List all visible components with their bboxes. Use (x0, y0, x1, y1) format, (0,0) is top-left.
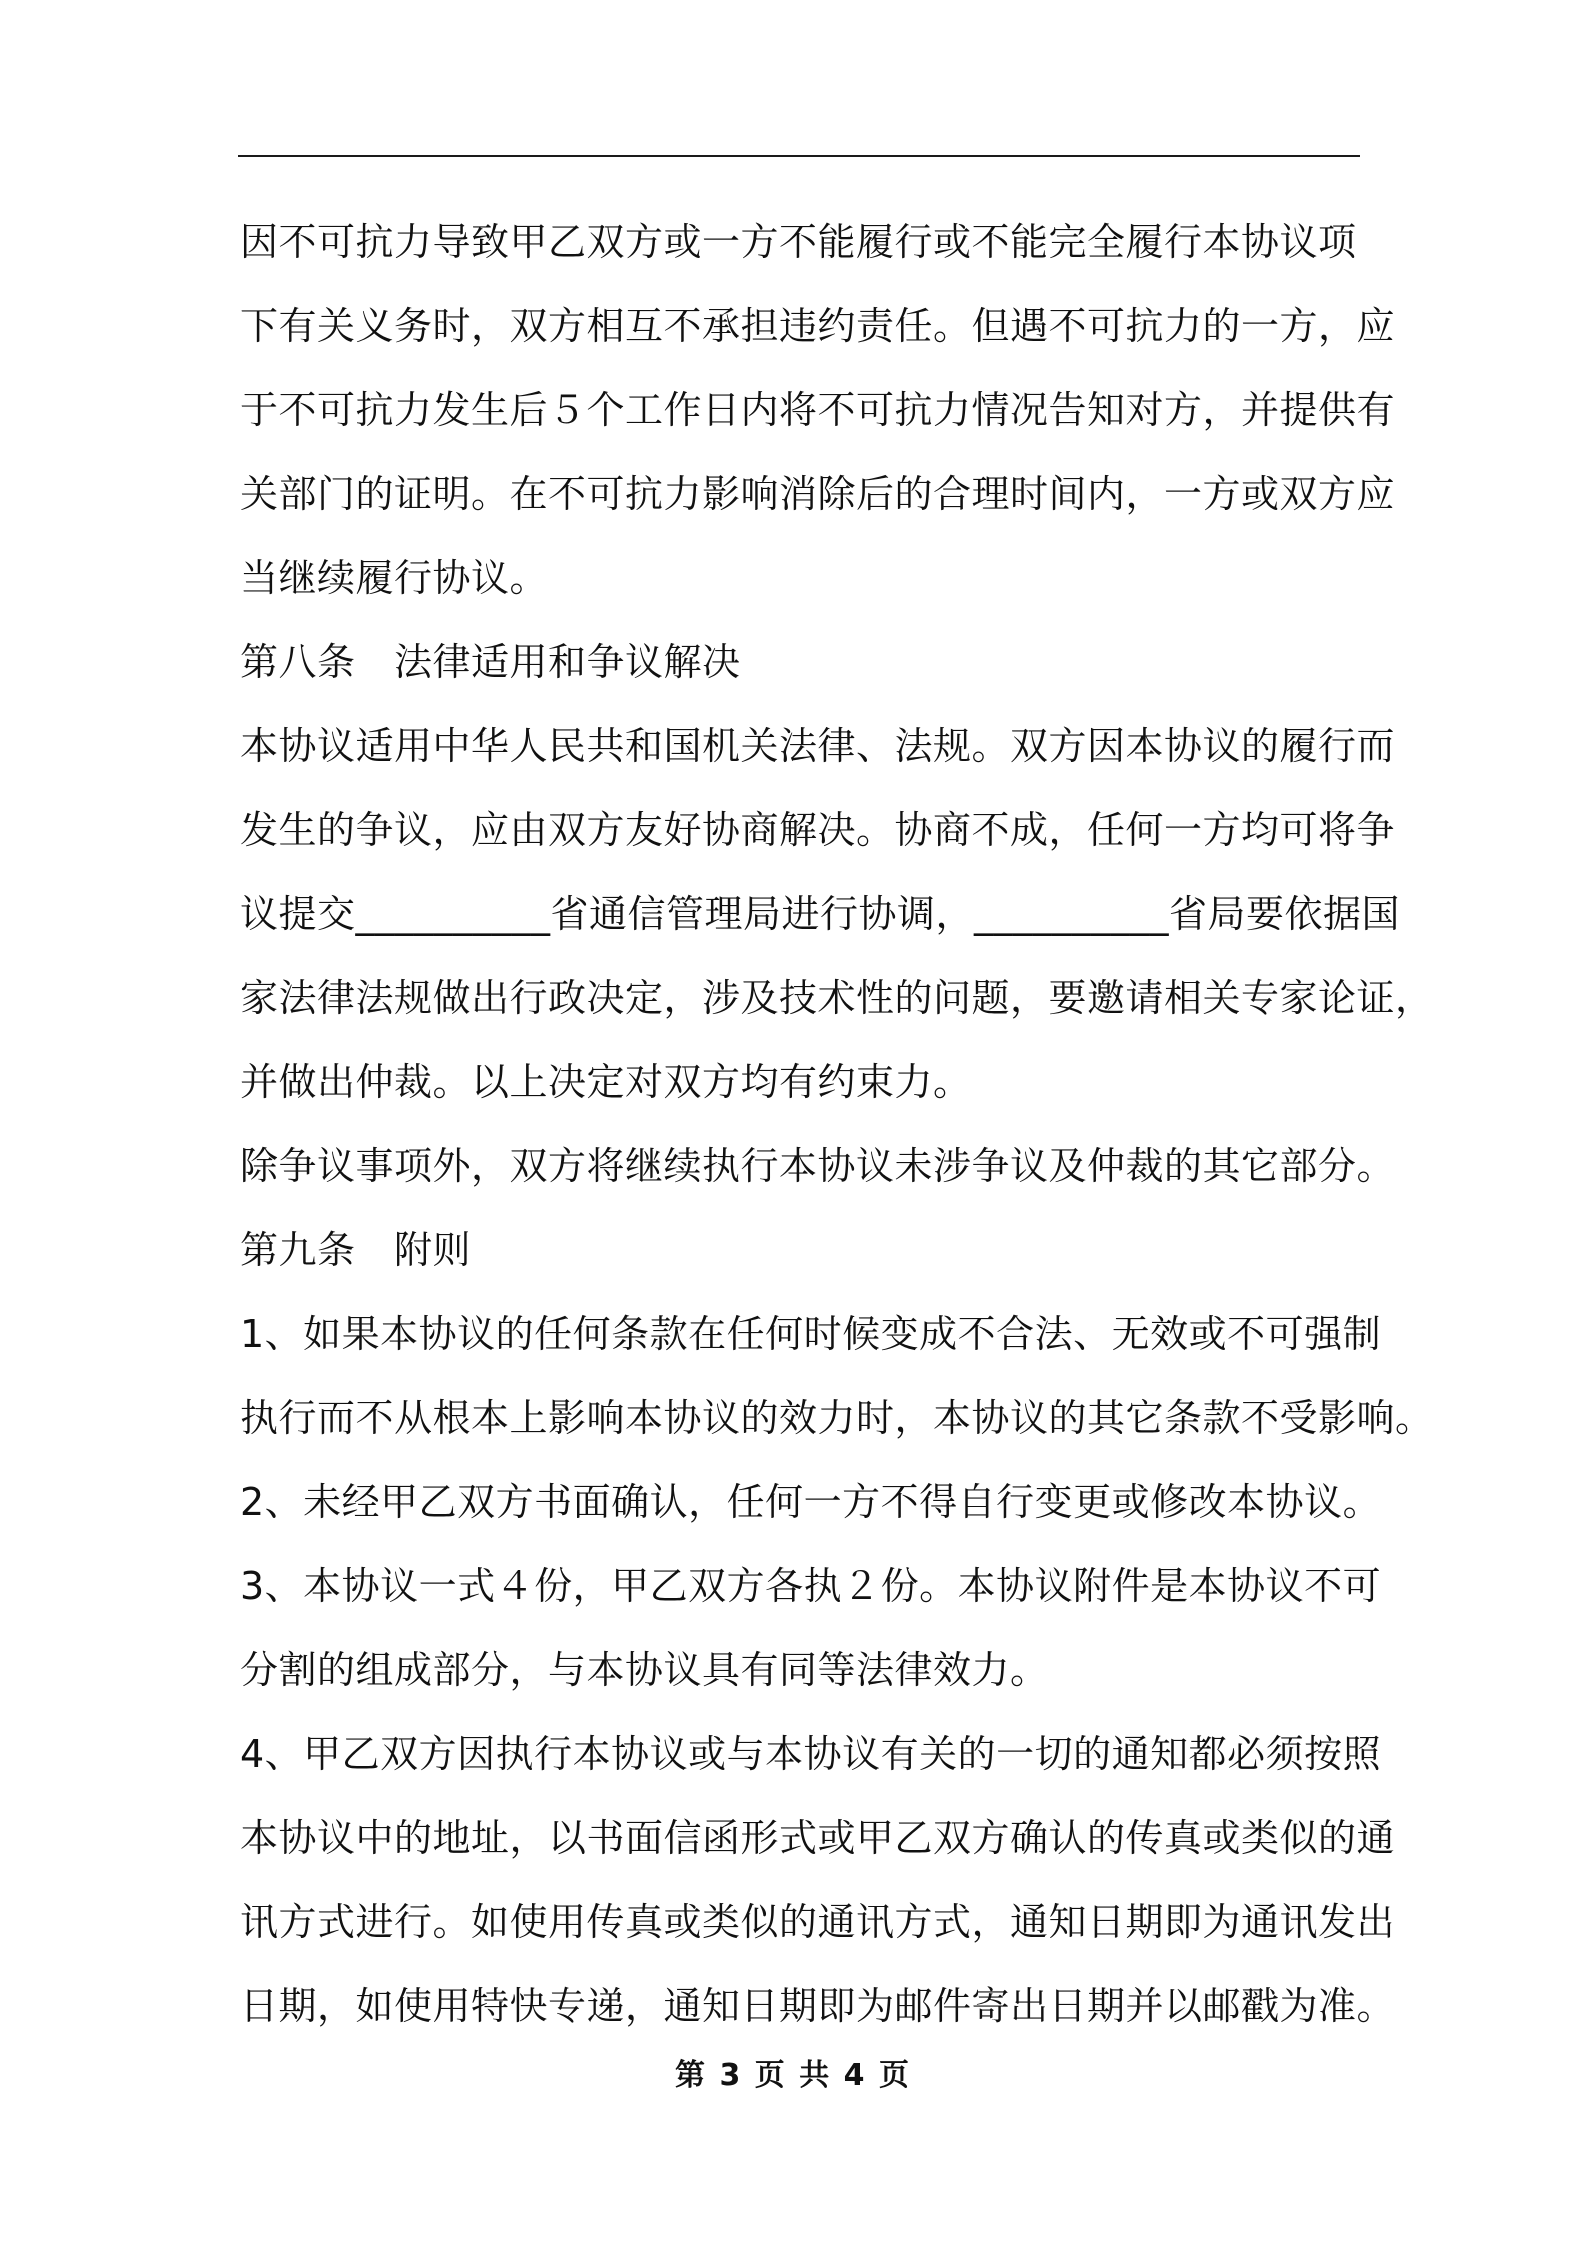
text-line: 本协议中的地址，以书面信函形式或甲乙双方确认的传真或类似的通 (240, 1816, 1396, 1860)
text-line: 下有关义务时，双方相互不承担违约责任。但遇不可抗力的一方，应 (240, 304, 1396, 348)
text-line: 本协议适用中华人民共和国机关法律、法规。双方因本协议的履行而 (240, 724, 1396, 768)
text-line: 日期，如使用特快专递，通知日期即为邮件寄出日期并以邮戳为准。 (240, 1984, 1396, 2028)
header-rule (238, 155, 1360, 157)
text-line: 2、未经甲乙双方书面确认，任何一方不得自行变更或修改本协议。 (240, 1480, 1382, 1524)
text-line: 并做出仲裁。以上决定对双方均有约束力。 (240, 1060, 972, 1104)
text-line: 除争议事项外，双方将继续执行本协议未涉争议及仲裁的其它部分。 (240, 1144, 1396, 1188)
body-text (240, 200, 1434, 2048)
text-line: 发生的争议，应由双方友好协商解决。协商不成，任何一方均可将争 (240, 808, 1396, 852)
section-heading-article-9: 第九条 附则 (240, 1228, 472, 1272)
text-line: 议提交__________省通信管理局进行协调，__________省局要依据国 (240, 892, 1401, 936)
text-line: 执行而不从根本上影响本协议的效力时，本协议的其它条款不受影响。 (240, 1396, 1434, 1440)
text-line: 因不可抗力导致甲乙双方或一方不能履行或不能完全履行本协议项 (240, 220, 1357, 264)
page-number-footer: 第 3 页 共 4 页 (675, 2058, 911, 2093)
text-line: 关部门的证明。在不可抗力影响消除后的合理时间内，一方或双方应 (240, 472, 1396, 516)
text-line: 分割的组成部分，与本协议具有同等法律效力。 (240, 1648, 1049, 1692)
text-line: 于不可抗力发生后５个工作日内将不可抗力情况告知对方，并提供有 (240, 388, 1396, 432)
text-line: 家法律法规做出行政决定，涉及技术性的问题，要邀请相关专家论证， (240, 976, 1434, 1020)
section-heading-article-8: 第八条 法律适用和争议解决 (240, 640, 741, 684)
text-line: 3、本协议一式４份，甲乙双方各执２份。本协议附件是本协议不可 (240, 1564, 1382, 1608)
text-line: 1、如果本协议的任何条款在任何时候变成不合法、无效或不可强制 (240, 1312, 1382, 1356)
text-line: 当继续履行协议。 (240, 556, 549, 600)
text-line: 讯方式进行。如使用传真或类似的通讯方式，通知日期即为通讯发出 (240, 1900, 1396, 1944)
text-line: 4、甲乙双方因执行本协议或与本协议有关的一切的通知都必须按照 (240, 1732, 1382, 1776)
